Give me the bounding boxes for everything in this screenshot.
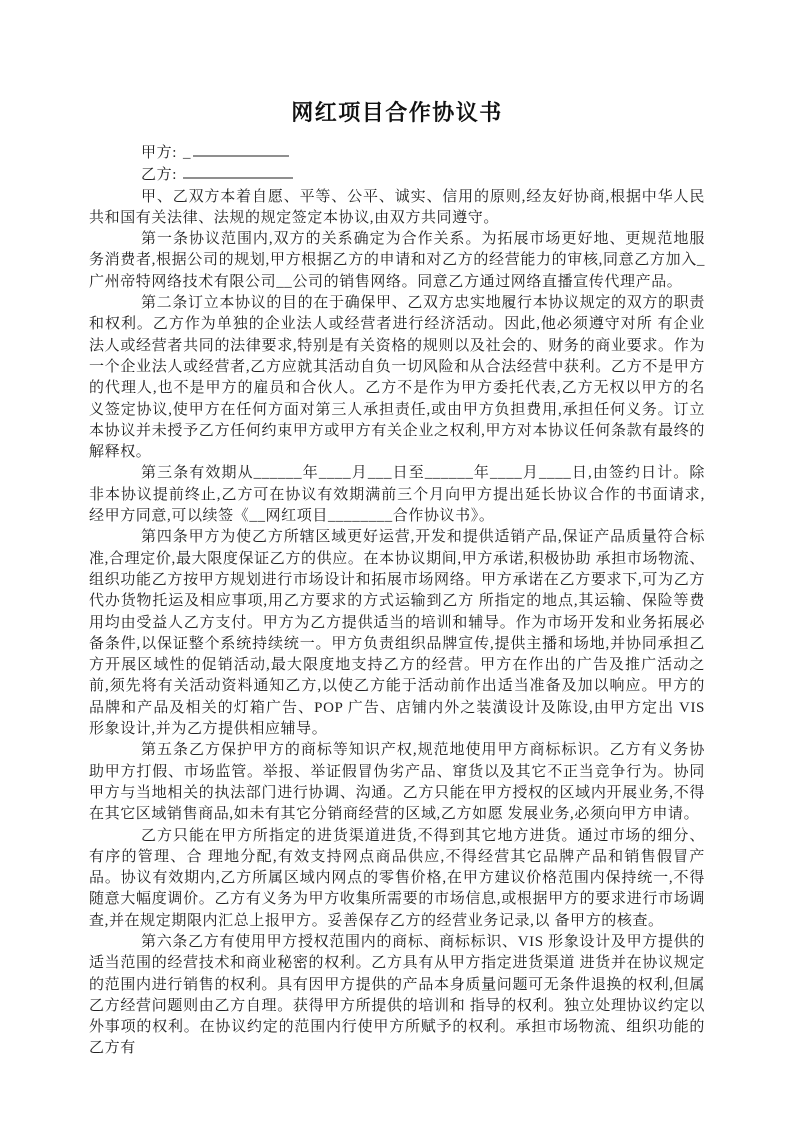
document-title: 网红项目合作协议书	[291, 100, 503, 125]
party-a-blank-mark: _	[182, 145, 192, 161]
party-a-line	[89, 142, 705, 164]
paragraph-clause-5-continued: 乙方只能在甲方所指定的进货渠道进货,不得到其它地方进货。通过市场的细分、有序的管理、合 理地分配,有效支持网点商品供应,不得经营其它品牌产品和销售假冒产品。协议有效期内,乙方所属区域内网点的零售价格,在甲方建议价格范围内保持统一,不得随意大幅度调价。乙方有义务为甲方收集所需要的市场信息,或根据甲方的要求进行市场调查,并在规定期限内汇总上报甲方。妥善保存乙方的经营业务记录,以 备甲方的核查。	[89, 827, 705, 929]
paragraph-clause-4: 第四条甲方为使乙方所辖区域更好运营,开发和提供适销产品,保证产品质量符合标准,合理定价,最大限度保证乙方的供应。在本协议期间,甲方承诺,积极协助 承担市场物流、组织功能乙方按甲方规划进行市场设计和拓展市场网络。甲方承诺在乙方要求下,可为乙方代办货物托运及相应事项,用乙方要求的方式运输到乙方 所指定的地点,其运输、保险等费用均由受益人乙方支付。甲方为乙方提供适当的培训和辅导。作为市场开发和业务拓展必备条件,以保证整个系统持续统一。甲方负责组织品牌宣传,提供主播和场地,并协同承担乙方开展区域性的促销活动,最大限度地支持乙方的经营。甲方在作出的广告及推广活动之前,须先将有关活动资料通知乙方,以使乙方能于活动前作出适当准备及加以响应。甲方的品牌和产品及相关的灯箱广告、POP 广告、店铺内外之装潢设计及陈设,由甲方定出 VIS 形象设计,并为乙方提供相应辅导。	[89, 529, 705, 738]
paragraph-preamble: 甲、乙双方本着自愿、平等、公平、诚实、信用的原则,经友好协商,根据中华人民共和国有关法律、法规的规定签定本协议,由双方共同遵守。	[89, 188, 705, 226]
paragraph-clause-3: 第三条有效期从______年____月___日至______年____月____日,由签约日计。除非本协议提前终止,乙方可在协议有效期满前三个月向甲方提出延长协议合作的书面请求,经甲方同意,可以续签《__网红项目________合作协议书》。	[89, 465, 705, 525]
paragraph-clause-5: 第五条乙方保护甲方的商标等知识产权,规范地使用甲方商标标识。乙方有义务协助甲方打假、市场监管。举报、举证假冒伪劣产品、窜货以及其它不正当竞争行为。协同甲方与当地相关的执法部门进行协调、沟通。乙方只能在甲方授权的区域内开展业务,不得在其它区域销售商品,如未有其它分销商经营的区域,乙方如愿 发展业务,必须向甲方申请。	[89, 742, 705, 823]
party-b-line	[89, 164, 705, 186]
party-a-label: 甲方:	[141, 145, 177, 161]
party-b-blank-line	[183, 164, 293, 179]
party-b-label: 乙方:	[141, 167, 177, 184]
paragraph-clause-2: 第二条订立本协议的目的在于确保甲、乙双方忠实地履行本协议规定的双方的职责和权利。乙方作为单独的企业法人或经营者进行经济活动。因此,他必须遵守对所 有企业法人或经营者共同的法律要求,特别是有关资格的规则以及社会的、财务的商业要求。作为一个企业法人或经营者,乙方应就其活动自负一切风险和从合法经营中获利。乙方不是甲方的代理人,也不是甲方的雇员和合伙人。乙方不是作为甲方委托代表,乙方无权以甲方的名义签定协议,使甲方在任何方面对第三人承担责任,或由甲方负担费用,承担任何义务。订立本协议并未授予乙方任何约束甲方或甲方有关企业之权利,甲方对本协议任何条款有最终的解释权。	[89, 295, 705, 461]
paragraph-clause-6: 第六条乙方有使用甲方授权范围内的商标、商标标识、VIS 形象设计及甲方提供的适当范围的经营技术和商业秘密的权利。乙方具有从甲方指定进货渠道 进货并在协议规定的范围内进行销售的权利。具有因甲方提供的产品本身质量问题可无条件退换的权利,但属乙方经营问题则由乙方自理。获得甲方所提供的培训和 指导的权利。独立处理协议约定以外事项的权利。在协议约定的范围内行使甲方所赋予的权利。承担市场物流、组织功能的乙方有	[89, 933, 705, 1057]
party-a-blank-line	[193, 142, 289, 157]
paragraph-clause-1: 第一条协议范围内,双方的关系确定为合作关系。为拓展市场更好地、更规范地服务消费者,根据公司的规划,甲方根据乙方的申请和对乙方的经营能力的审核,同意乙方加入_广州帝特网络技术有限公司__公司的销售网络。同意乙方通过网络直播宣传代理产品。	[89, 231, 705, 290]
